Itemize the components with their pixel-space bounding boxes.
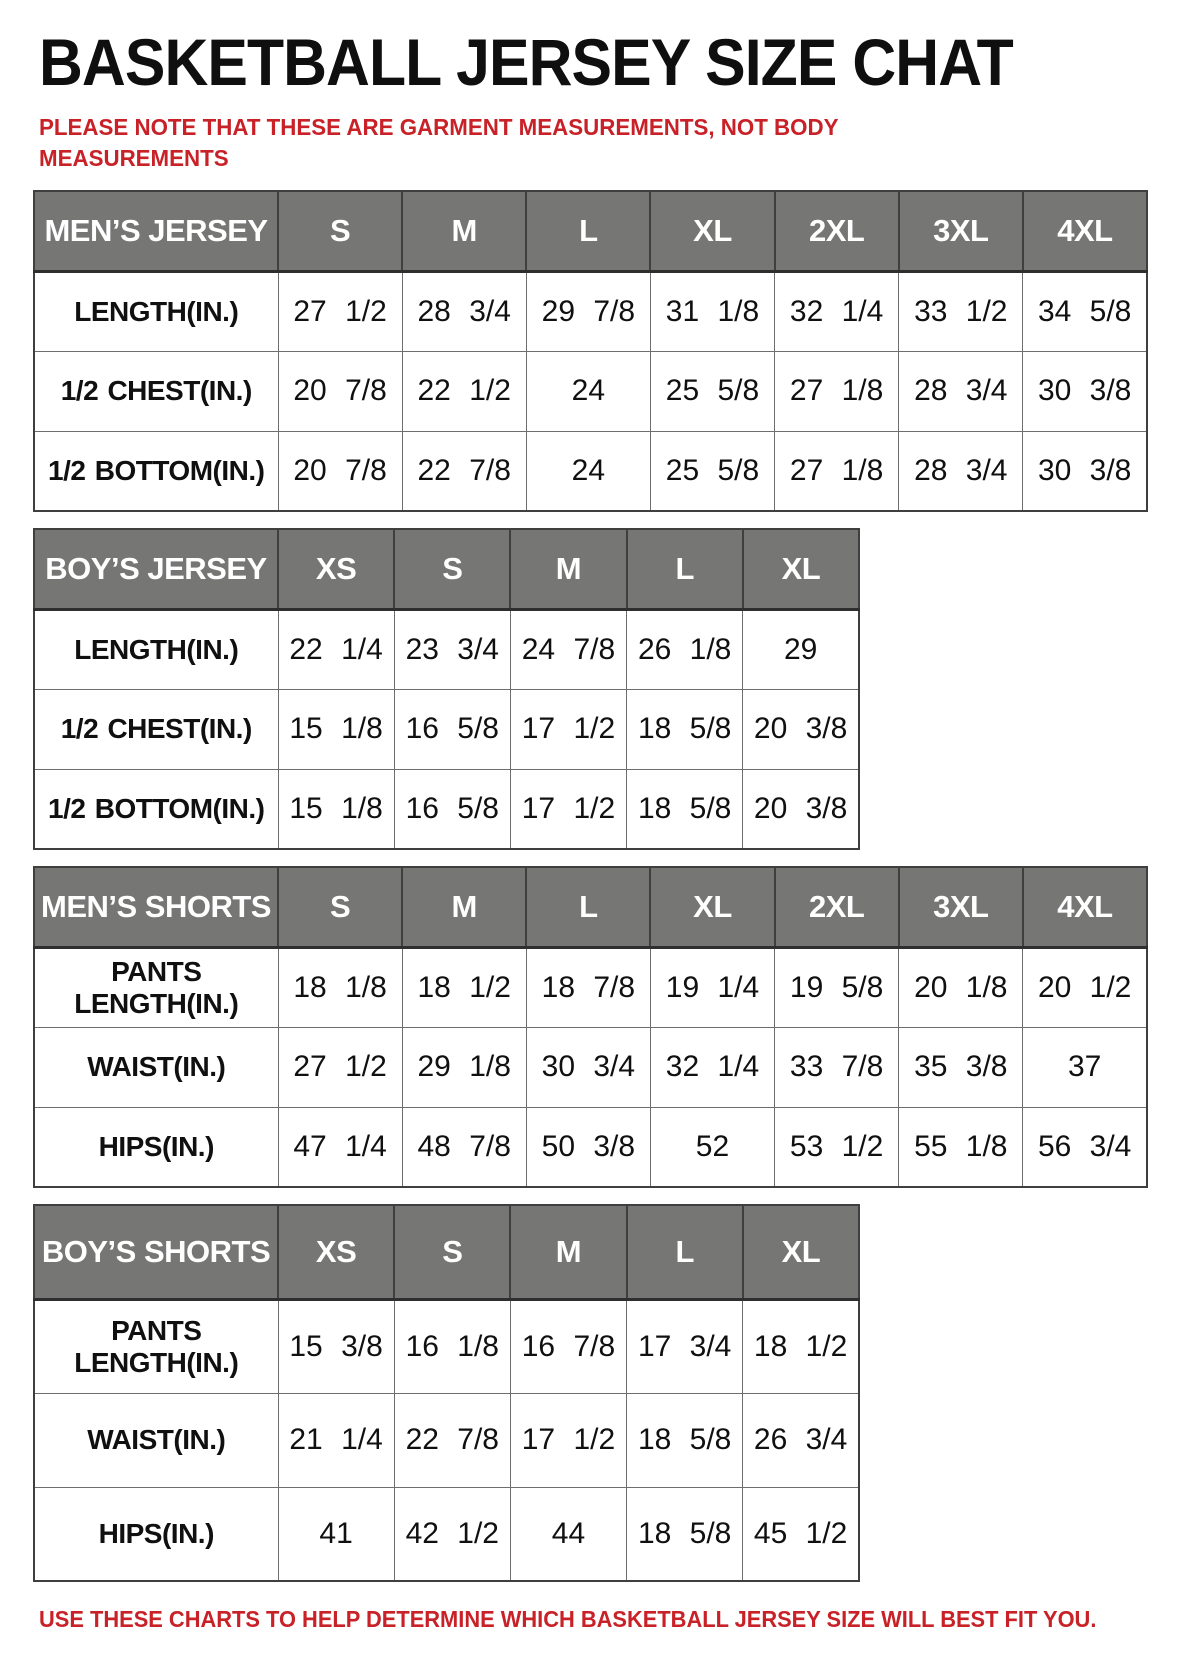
measurement-value: 26 3/4: [743, 1393, 859, 1487]
size-column-header: 2XL: [775, 867, 899, 947]
measurement-row: [34, 1027, 1147, 1107]
measurement-value: 18 5/8: [627, 689, 743, 769]
measurement-value: 28 3/4: [899, 431, 1023, 511]
size-column-header: L: [627, 529, 743, 609]
measurement-row: [34, 351, 1147, 431]
measurement-value: 56 3/4: [1023, 1107, 1147, 1187]
measurement-value: 42 1/2: [394, 1487, 510, 1581]
measurement-value: 20 3/8: [743, 689, 859, 769]
measurement-row-label: HIPS(IN.): [34, 1107, 278, 1187]
size-column-header: L: [627, 1205, 743, 1299]
size-column-header: XS: [278, 1205, 394, 1299]
measurement-value: 22 7/8: [394, 1393, 510, 1487]
measurement-value: 47 1/4: [278, 1107, 402, 1187]
measurement-value: 27 1/8: [775, 431, 899, 511]
measurement-value: 32 1/4: [650, 1027, 774, 1107]
size-column-header: XL: [743, 1205, 859, 1299]
measurement-value: 18 1/8: [278, 947, 402, 1027]
measurement-value: 20 7/8: [278, 431, 402, 511]
table-title-men-s-jersey: MEN’S JERSEY: [34, 191, 278, 271]
size-table-men-s-jersey: [33, 190, 1148, 512]
size-column-header: 4XL: [1023, 191, 1147, 271]
measurement-value: 22 1/4: [278, 609, 394, 689]
measurement-value: 41: [278, 1487, 394, 1581]
measurement-row-label: 1/2 BOTTOM(IN.): [34, 431, 278, 511]
measurement-value: 53 1/2: [775, 1107, 899, 1187]
size-column-header: XL: [650, 867, 774, 947]
measurement-value: 27 1/2: [278, 1027, 402, 1107]
measurement-value: 35 3/8: [899, 1027, 1023, 1107]
size-column-header: S: [394, 529, 510, 609]
size-column-header: XL: [650, 191, 774, 271]
measurement-row-label: LENGTH(IN.): [34, 271, 278, 351]
measurement-row-label: PANTS LENGTH(IN.): [34, 947, 278, 1027]
size-column-header: S: [278, 191, 402, 271]
measurement-value: 33 1/2: [899, 271, 1023, 351]
measurement-value: 50 3/8: [526, 1107, 650, 1187]
measurement-value: 19 5/8: [775, 947, 899, 1027]
measurement-row-label: 1/2 CHEST(IN.): [34, 689, 278, 769]
size-column-header: S: [278, 867, 402, 947]
measurement-value: 45 1/2: [743, 1487, 859, 1581]
measurement-value: 52: [650, 1107, 774, 1187]
measurement-row-label: PANTS LENGTH(IN.): [34, 1299, 278, 1393]
size-tables-container: [33, 190, 1200, 1582]
size-column-header: 4XL: [1023, 867, 1147, 947]
measurement-value: 24 7/8: [510, 609, 626, 689]
size-column-header: M: [402, 867, 526, 947]
size-column-header: S: [394, 1205, 510, 1299]
table-title-men-s-shorts: MEN’S SHORTS: [34, 867, 278, 947]
measurement-value: 33 7/8: [775, 1027, 899, 1107]
size-column-header: 3XL: [899, 867, 1023, 947]
size-table-men-s-shorts: [33, 866, 1148, 1188]
measurement-row: [34, 609, 859, 689]
measurement-row: [34, 1487, 859, 1581]
measurement-value: 18 1/2: [402, 947, 526, 1027]
header-row: [34, 191, 1147, 271]
size-column-header: M: [402, 191, 526, 271]
measurement-value: 20 1/2: [1023, 947, 1147, 1027]
garment-measurement-note: PLEASE NOTE THAT THESE ARE GARMENT MEASUREMENTS, NOT BODY MEASUREMENTS: [39, 114, 839, 172]
measurement-row: [34, 689, 859, 769]
size-column-header: L: [526, 191, 650, 271]
measurement-value: 18 7/8: [526, 947, 650, 1027]
measurement-value: 16 5/8: [394, 689, 510, 769]
measurement-value: 22 7/8: [402, 431, 526, 511]
measurement-row-label: WAIST(IN.): [34, 1027, 278, 1107]
measurement-row-label: 1/2 BOTTOM(IN.): [34, 769, 278, 849]
measurement-value: 22 1/2: [402, 351, 526, 431]
header-row: [34, 867, 1147, 947]
size-column-header: M: [510, 529, 626, 609]
measurement-row-label: 1/2 CHEST(IN.): [34, 351, 278, 431]
measurement-value: 55 1/8: [899, 1107, 1023, 1187]
measurement-row: [34, 1299, 859, 1393]
measurement-value: 31 1/8: [650, 271, 774, 351]
size-column-header: XL: [743, 529, 859, 609]
measurement-value: 17 1/2: [510, 1393, 626, 1487]
measurement-row: [34, 1107, 1147, 1187]
measurement-row: [34, 947, 1147, 1027]
table-title-boy-s-shorts: BOY’S SHORTS: [34, 1205, 278, 1299]
measurement-row-label: LENGTH(IN.): [34, 609, 278, 689]
table-title-boy-s-jersey: BOY’S JERSEY: [34, 529, 278, 609]
header-row: [34, 529, 859, 609]
measurement-value: 20 3/8: [743, 769, 859, 849]
measurement-value: 18 5/8: [627, 1487, 743, 1581]
measurement-row: [34, 271, 1147, 351]
measurement-value: 25 5/8: [650, 351, 774, 431]
measurement-value: 20 1/8: [899, 947, 1023, 1027]
measurement-value: 16 1/8: [394, 1299, 510, 1393]
measurement-row-label: WAIST(IN.): [34, 1393, 278, 1487]
measurement-row: [34, 769, 859, 849]
measurement-value: 19 1/4: [650, 947, 774, 1027]
measurement-value: 15 1/8: [278, 689, 394, 769]
measurement-value: 30 3/8: [1023, 431, 1147, 511]
measurement-value: 26 1/8: [627, 609, 743, 689]
measurement-value: 30 3/8: [1023, 351, 1147, 431]
size-column-header: XS: [278, 529, 394, 609]
measurement-row: [34, 1393, 859, 1487]
size-table-boy-s-jersey: [33, 528, 860, 850]
measurement-value: 18 5/8: [627, 1393, 743, 1487]
size-column-header: M: [510, 1205, 626, 1299]
measurement-value: 32 1/4: [775, 271, 899, 351]
measurement-value: 29: [743, 609, 859, 689]
measurement-value: 20 7/8: [278, 351, 402, 431]
measurement-value: 16 7/8: [510, 1299, 626, 1393]
measurement-value: 24: [526, 351, 650, 431]
measurement-value: 18 1/2: [743, 1299, 859, 1393]
measurement-value: 44: [510, 1487, 626, 1581]
measurement-value: 18 5/8: [627, 769, 743, 849]
measurement-value: 25 5/8: [650, 431, 774, 511]
measurement-value: 17 1/2: [510, 689, 626, 769]
size-column-header: 2XL: [775, 191, 899, 271]
measurement-value: 27 1/8: [775, 351, 899, 431]
measurement-value: 23 3/4: [394, 609, 510, 689]
measurement-value: 34 5/8: [1023, 271, 1147, 351]
measurement-value: 16 5/8: [394, 769, 510, 849]
size-column-header: L: [526, 867, 650, 947]
measurement-row: [34, 431, 1147, 511]
measurement-value: 28 3/4: [899, 351, 1023, 431]
measurement-value: 17 3/4: [627, 1299, 743, 1393]
measurement-value: 37: [1023, 1027, 1147, 1107]
best-fit-note: USE THESE CHARTS TO HELP DETERMINE WHICH BASKETBALL JERSEY SIZE WILL BEST FIT YOU.: [39, 1606, 1097, 1633]
measurement-value: 17 1/2: [510, 769, 626, 849]
measurement-value: 21 1/4: [278, 1393, 394, 1487]
size-table-boy-s-shorts: [33, 1204, 860, 1582]
measurement-value: 48 7/8: [402, 1107, 526, 1187]
measurement-value: 15 1/8: [278, 769, 394, 849]
measurement-value: 27 1/2: [278, 271, 402, 351]
measurement-value: 28 3/4: [402, 271, 526, 351]
measurement-value: 29 7/8: [526, 271, 650, 351]
size-column-header: 3XL: [899, 191, 1023, 271]
measurement-value: 29 1/8: [402, 1027, 526, 1107]
measurement-row-label: HIPS(IN.): [34, 1487, 278, 1581]
measurement-value: 30 3/4: [526, 1027, 650, 1107]
measurement-value: 24: [526, 431, 650, 511]
page-title: BASKETBALL JERSEY SIZE CHAT: [39, 25, 1013, 99]
header-row: [34, 1205, 859, 1299]
measurement-value: 15 3/8: [278, 1299, 394, 1393]
